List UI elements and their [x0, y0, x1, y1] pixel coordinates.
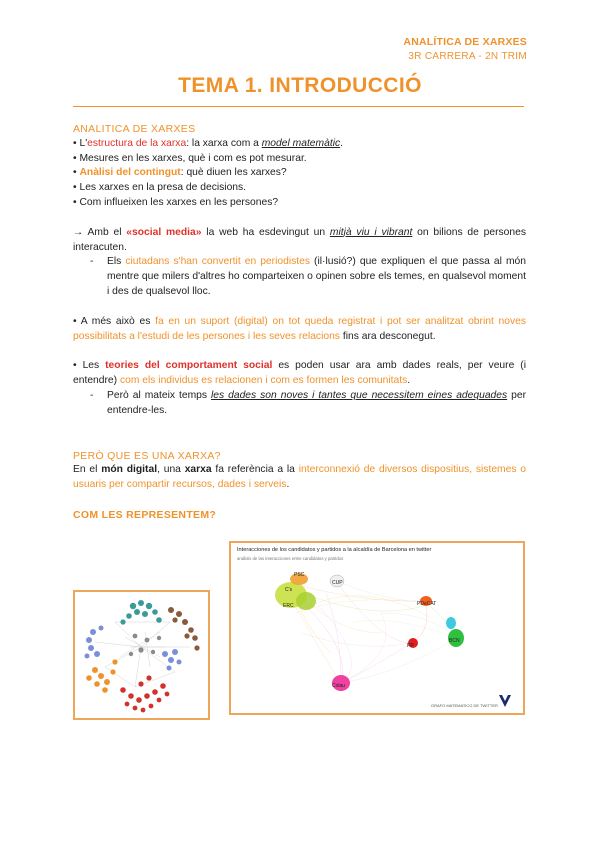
text: fins ara desconegut.: [339, 330, 436, 342]
node-cluster-blue: [85, 626, 182, 671]
paragraph-digital: [73, 315, 526, 345]
text: • Les: [73, 360, 106, 372]
text: En el: [73, 464, 102, 476]
highlight: «social media»: [126, 226, 202, 238]
node-label: ERC: [283, 603, 294, 609]
twitter-network-drawing: [231, 543, 523, 713]
bold-term: xarxa: [184, 464, 212, 476]
text: on bilions de persones interacuten.: [73, 226, 527, 253]
network-graph-image-left: [73, 590, 210, 720]
brand-logo-icon: [499, 695, 511, 707]
figure-credit: GRAFO MATEMATICO DE TWITTER: [431, 703, 498, 708]
node-label: PP: [407, 643, 414, 649]
text: (il·lusió?) que expliquen el que passa al món mentre que milers d'altres ho comparteixen o opinen sobre els temes, en qualsevol moment i des de qualsevol lloc.: [107, 256, 527, 297]
node-cluster-red: [120, 675, 169, 712]
section-heading-analitica: ANALITICA DE XARXES: [73, 123, 196, 135]
highlight: Anàlisi del contingut: [79, 167, 181, 179]
network-graph-drawing: [75, 592, 208, 718]
title-divider: [73, 106, 524, 107]
text: : la xarxa com a: [186, 137, 262, 149]
bullet-analisi: [73, 166, 526, 181]
highlight: fa en un suport (digital) on tot queda registrat i pot ser analitzat obrint noves possibilitats a l'estudi de les persones i les seves relacions: [73, 315, 527, 342]
node-cluster-grey: [129, 634, 161, 657]
emphasis: model matemàtic: [261, 137, 341, 149]
highlight: com els individus es relacionen i com es formen les comunitats: [119, 375, 408, 387]
paragraph-teories: [73, 359, 526, 389]
dash-mark: -: [90, 256, 94, 268]
dash-mark: -: [90, 389, 94, 401]
text: : què diuen les xarxes?: [180, 167, 287, 179]
twitter-network-image-right: [229, 541, 525, 715]
sub-item-periodistes: [73, 255, 526, 299]
emphasis: les dades son noves i tantes que necessitem eines adequades: [211, 389, 508, 401]
document-header: [403, 36, 527, 62]
highlight: interconnexió de diversos dispositius, sistemes o usuaris per compartir recursos, dades i serveis: [73, 464, 527, 491]
node-label: C's: [285, 587, 293, 593]
bullet-estructura: [73, 137, 526, 152]
text: Els: [107, 256, 126, 268]
bullet-mesures: • Mesures en les xarxes, què i com es pot mesurar.: [73, 152, 307, 164]
course-term: 3R CARRERA - 2N TRIM: [408, 51, 527, 62]
highlight: estructura de la xarxa: [87, 137, 187, 149]
highlight: teories del comportament social: [105, 360, 273, 372]
section-heading-representem: COM LES REPRESENTEM?: [73, 508, 217, 521]
text: , una: [157, 464, 185, 476]
bold-term: món digital: [101, 464, 158, 476]
document-body: [73, 122, 526, 523]
node-label: CUP: [332, 580, 343, 586]
node-label: PSC: [294, 572, 305, 578]
node-cluster-orange: [86, 659, 117, 692]
text: la web ha esdevingut un: [201, 226, 330, 238]
text: per entendre-les.: [107, 389, 527, 416]
text: → Amb el: [73, 226, 127, 238]
text: L': [79, 137, 88, 149]
node-cluster-teal: [120, 600, 161, 625]
node-label: PDeCAT: [417, 601, 437, 607]
node-labels: [283, 572, 460, 689]
paragraph-xarxa: [73, 463, 526, 493]
network-clusters: [275, 573, 464, 691]
bullet-influencia: • Com influeixen les xarxes en les persones?: [73, 196, 279, 208]
bullet-mark: •: [73, 167, 80, 179]
node-cluster-brown: [168, 607, 200, 651]
text: • A més això es: [73, 315, 156, 327]
text: .: [340, 137, 344, 149]
text: es poden usar ara amb dades reals, per veure (i entendre): [73, 360, 526, 387]
paragraph-social-media: [73, 226, 526, 256]
figure-caption: Interacciones de los candidatos y partidos a la alcaldía de Barcelona en twitter: [237, 547, 432, 553]
text: .: [407, 375, 411, 387]
highlight: ciutadans s'han convertit en periodistes: [125, 256, 311, 268]
emphasis: mitjà viu i vibrant: [329, 226, 413, 238]
figure-subcaption: análisis de las interacciones entre candidatos y partidos: [237, 556, 344, 561]
text: .: [286, 479, 290, 491]
node-label: Colau: [332, 683, 346, 689]
text: fa referència a la: [211, 464, 299, 476]
section-heading-xarxa: PERÒ QUE ES UNA XARXA?: [73, 449, 221, 462]
bullet-decisions: • Les xarxes en la presa de decisions.: [73, 182, 247, 194]
node-label: BCN: [449, 638, 460, 644]
sub-item-eines: [73, 389, 526, 419]
page-title: TEMA 1. INTRODUCCIÓ: [178, 74, 422, 97]
text: Però al mateix temps: [107, 389, 211, 401]
course-name: ANALÍTICA DE XARXES: [403, 36, 527, 48]
bullet-mark: •: [73, 137, 80, 149]
network-edges: [291, 581, 456, 683]
